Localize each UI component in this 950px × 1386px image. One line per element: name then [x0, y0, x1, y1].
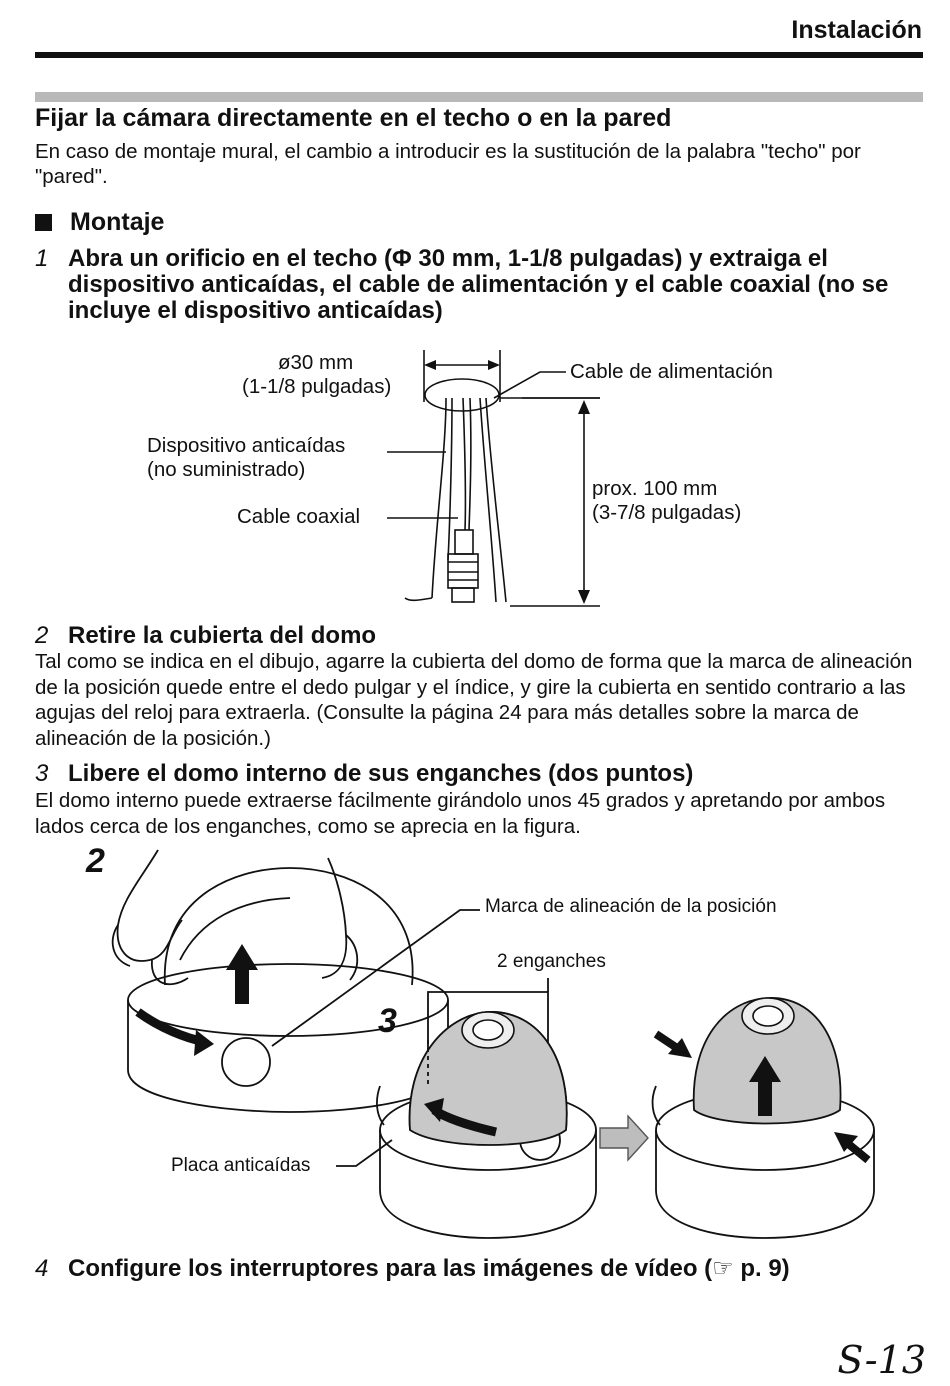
safety-plate-label: Placa anticaídas	[171, 1155, 311, 1176]
page-number: S-13	[837, 1338, 926, 1382]
header-title: Instalación	[791, 16, 922, 44]
section-title: Fijar la cámara directamente en el techo o en la pared	[35, 104, 672, 132]
step-number: 3	[35, 760, 49, 787]
hole-diameter-inches-label: (1-1/8 pulgadas)	[242, 375, 392, 398]
alignment-mark-label: Marca de alineación de la posición	[485, 896, 777, 917]
hole-diameter-label: ø30 mm	[278, 351, 354, 374]
subheading-label: Montaje	[70, 208, 165, 236]
length-inches-label: (3-7/8 pulgadas)	[592, 501, 742, 524]
step-number: 4	[35, 1255, 49, 1282]
safety-device-label: Dispositivo anticaídas	[147, 434, 346, 457]
safety-device-note-label: (no suministrado)	[147, 458, 306, 481]
coax-cable-label: Cable coaxial	[237, 505, 361, 528]
step-title: Configure los interruptores para las imágenes de vídeo (☞ p. 9)	[68, 1255, 790, 1282]
step-title: Libere el domo interno de sus enganches (dos puntos)	[68, 760, 694, 787]
power-cable-label: Cable de alimentación	[570, 360, 773, 383]
step-number: 2	[35, 622, 49, 649]
step-title: Retire la cubierta del domo	[68, 622, 377, 649]
section-intro: En caso de montaje mural, el cambio a introducir es la sustitución de la palabra "techo" por "pared".	[35, 140, 861, 188]
step-title: Abra un orificio en el techo (Φ 30 mm, 1-1/8 pulgadas) y extraiga el dispositivo anticaídas, el cable de alimentación y el cable coaxial (no se incluye el dispositivo anticaídas)	[68, 245, 889, 324]
step-4	[35, 1256, 815, 1282]
step-3-body: El domo interno puede extraerse fácilmente girándolo unos 45 grados y apretando por ambos lados cerca de los enganches, como se aprecia en la figura.	[35, 789, 886, 838]
step-2-body: Tal como se indica en el dibujo, agarre la cubierta del domo de forma que la marca de alineación de la posición quede entre el dedo pulgar y el índice, y gire la cubierta en sentido contrario a las agujas del reloj para extraerla. (Consulte la página 24 para más detalles sobre la marca de alineación de la posición.)	[35, 650, 913, 750]
step-number: 1	[35, 245, 49, 272]
length-label: prox. 100 mm	[592, 477, 718, 500]
hooks-label: 2 enganches	[497, 951, 606, 972]
figure-step-3-number: 3	[378, 1002, 397, 1040]
figure-step-2-number: 2	[86, 842, 105, 880]
